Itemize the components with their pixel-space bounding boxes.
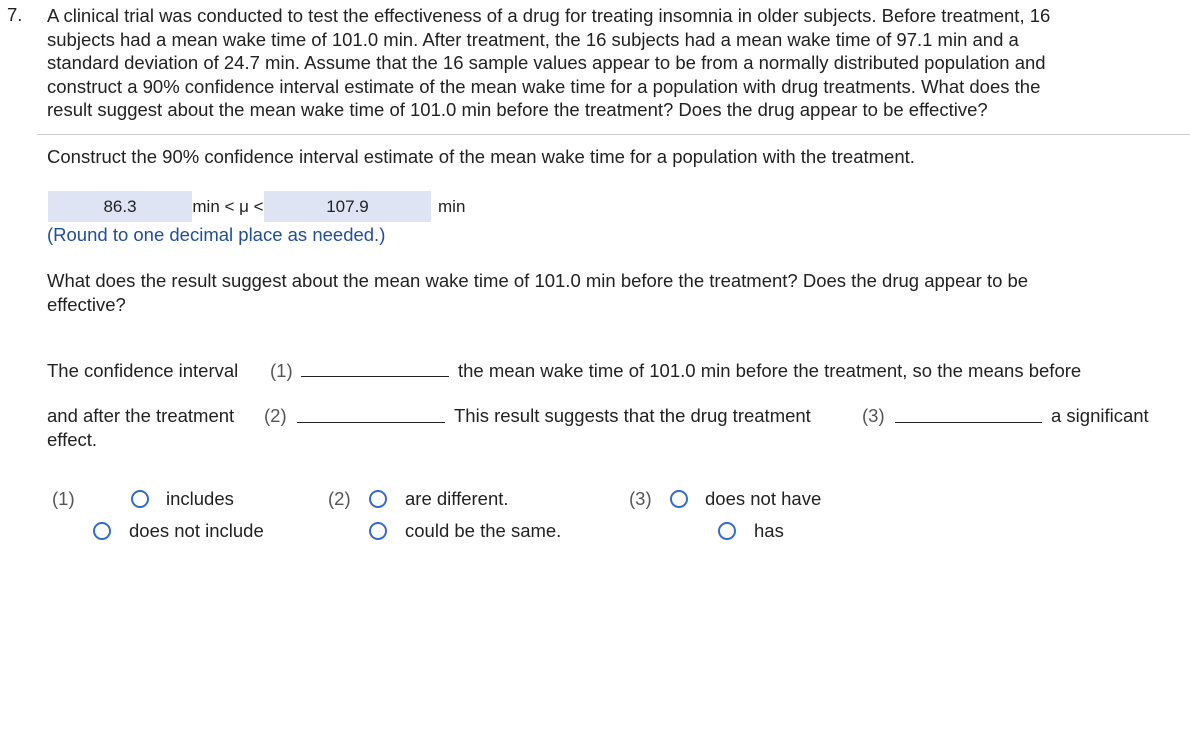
question-line: A clinical trial was conducted to test the effectiveness of a drug for treating insomnia in older subjects. Before treatment, 16 — [47, 5, 1051, 26]
rounding-hint: (Round to one decimal place as needed.) — [47, 224, 386, 245]
blank-2[interactable] — [297, 422, 445, 423]
blank-1[interactable] — [301, 376, 449, 377]
inequality-label: min < μ < — [192, 197, 264, 216]
question-line: subjects had a mean wake time of 101.0 min. After treatment, the 16 subjects had a mean wake time of 97.1 min and a — [47, 28, 1019, 50]
radio-does-not-have[interactable] — [670, 490, 688, 508]
unit-label: min — [438, 197, 466, 216]
question-text — [47, 4, 1182, 122]
question-line: result suggest about the mean wake time of 101.0 min before the treatment? Does the drug appear to be effective? — [47, 99, 988, 120]
option-label-does-not-have[interactable]: does not have — [705, 488, 822, 509]
radio-could-be-same[interactable] — [369, 522, 387, 540]
choice-group-tag-1: (1) — [52, 488, 75, 509]
radio-are-different[interactable] — [369, 490, 387, 508]
sentence-part: The confidence interval — [47, 360, 239, 381]
lower-bound-answer[interactable]: 86.3 — [48, 191, 192, 222]
choice-group-tag-2: (2) — [328, 488, 351, 509]
sentence-part: the mean wake time of 101.0 min before the treatment, so the means before — [458, 360, 1082, 381]
radio-has[interactable] — [718, 522, 736, 540]
question-line: construct a 90% confidence interval estimate of the mean wake time for a population with drug treatments. What does the — [47, 75, 1041, 97]
blank-3[interactable] — [895, 422, 1042, 423]
blank-tag-1: (1) — [270, 360, 293, 381]
option-label-includes[interactable]: includes — [166, 488, 234, 509]
sentence-part: a significant — [1051, 405, 1149, 426]
question-number: 7. — [7, 4, 23, 25]
sentence-part: effect. — [47, 429, 98, 450]
part2-prompt-line1: What does the result suggest about the mean wake time of 101.0 min before the treatment? Does the drug appear to be — [47, 270, 1029, 291]
option-label-has[interactable]: has — [754, 520, 784, 541]
upper-bound-answer[interactable]: 107.9 — [264, 191, 431, 222]
part2-prompt-line2: effective? — [47, 294, 126, 315]
choice-group-tag-3: (3) — [629, 488, 652, 509]
divider — [37, 134, 1190, 135]
radio-includes[interactable] — [131, 490, 149, 508]
option-label-are-different[interactable]: are different. — [405, 488, 509, 509]
blank-tag-3: (3) — [862, 405, 885, 426]
blank-tag-2: (2) — [264, 405, 287, 426]
option-label-does-not-include[interactable]: does not include — [129, 520, 264, 541]
option-label-could-be-same[interactable]: could be the same. — [405, 520, 562, 541]
sentence-part: This result suggests that the drug treatment — [454, 405, 811, 426]
part1-prompt: Construct the 90% confidence interval estimate of the mean wake time for a population with the treatment. — [47, 146, 915, 167]
question-line: standard deviation of 24.7 min. Assume that the 16 sample values appear to be from a normally distributed population and — [47, 52, 1046, 73]
sentence-part: and after the treatment — [47, 405, 235, 426]
radio-does-not-include[interactable] — [93, 522, 111, 540]
